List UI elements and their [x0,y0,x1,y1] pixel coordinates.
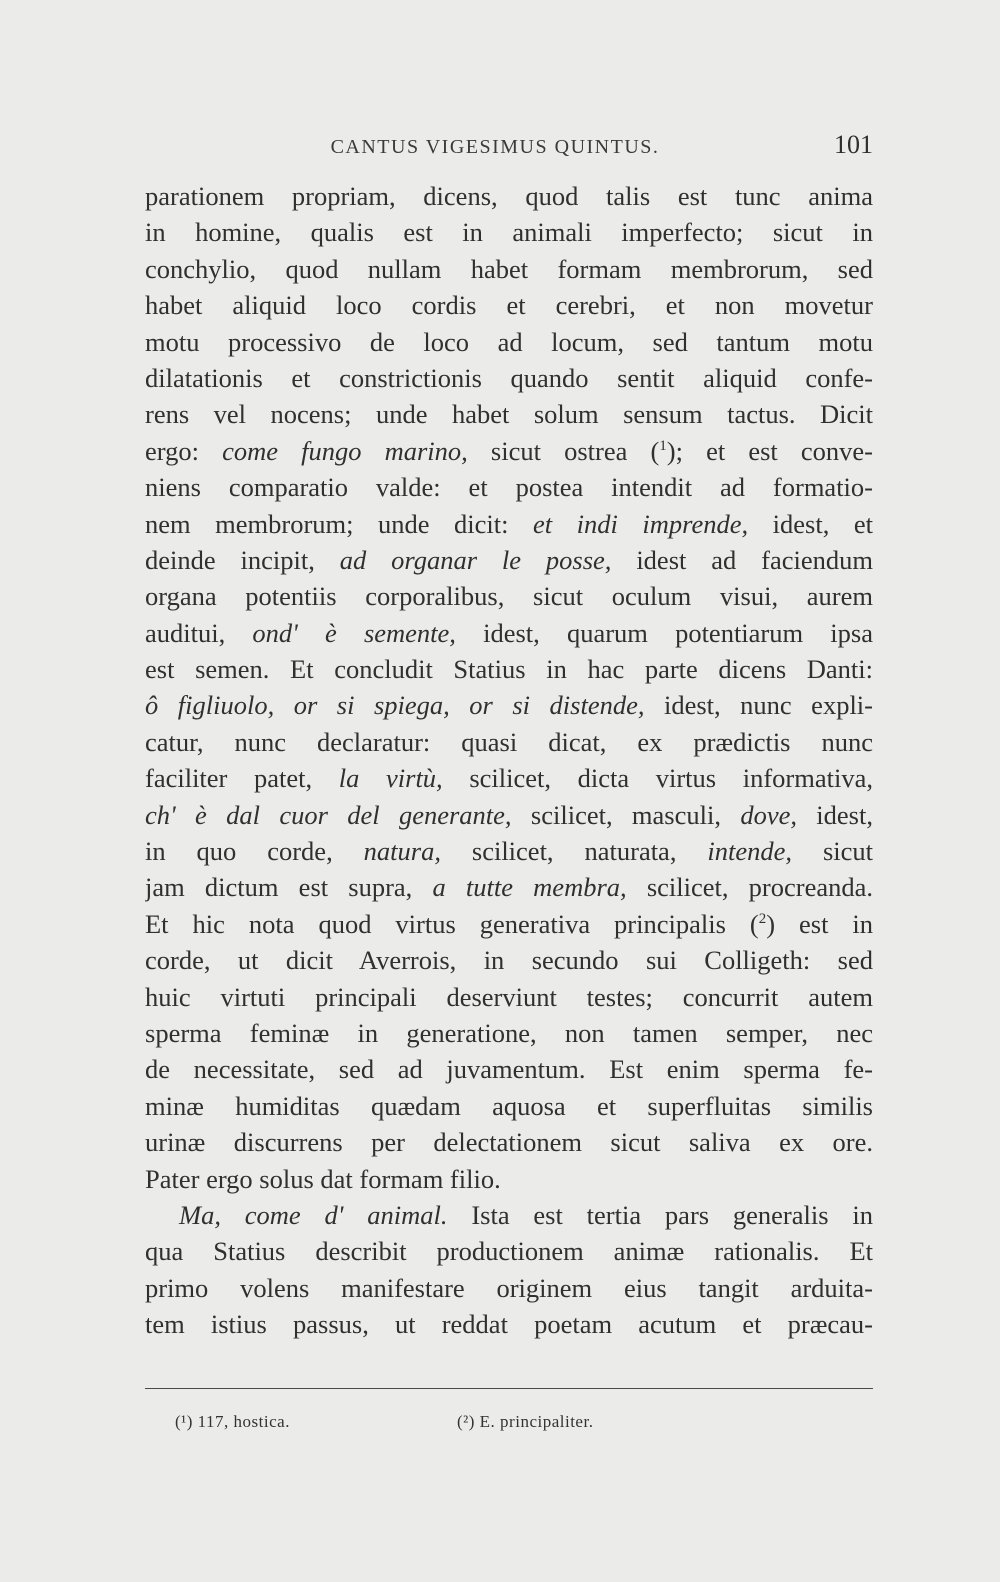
footnote-1: (¹) 117, hostica. [175,1412,290,1431]
text-run: motu processivo de loco ad locum, sed tantum motu [145,326,873,357]
text-line [145,1088,873,1124]
text-line [145,1124,873,1160]
text-line [145,469,873,505]
text-run: scilicet, masculi, [511,799,741,830]
text-run: Et hic nota quod virtus generativa principalis ( [145,908,759,939]
italic-quote: ad organar le posse, [339,544,612,575]
text-run: ) est in [766,908,873,939]
text-run: habet aliquid loco cordis et cerebri, et non movetur [145,290,873,321]
text-line [145,1051,873,1087]
text-line [145,760,873,796]
text-run: de necessitate, sed ad juvamentum. Est enim sperma fe- [145,1054,873,1085]
text-run: in homine, qualis est in animali imperfecto; sicut in [145,217,873,248]
text-line [145,578,873,614]
italic-quote: dove, [740,799,797,830]
text-line [145,324,873,360]
text-run: idest, quarum potentiarum ipsa [455,617,873,648]
running-title: CANTUS VIGESIMUS QUINTUS. [330,136,660,158]
text-run: minæ humiditas quædam aquosa et superfluitas similis [145,1090,873,1121]
text-line [145,396,873,432]
text-run: idest, nunc expli- [644,690,873,721]
text-run: conchylio, quod nullam habet formam membrorum, sed [145,253,873,284]
text-line [145,506,873,542]
text-line [145,615,873,651]
italic-quote: ond' è semente, [252,617,456,648]
text-run: primo volens manifestare originem eius tangit arduita- [145,1272,873,1303]
text-line [145,178,873,214]
text-line [145,724,873,760]
text-run: niens comparatio valde: et postea intendit ad formatio- [145,472,873,503]
italic-quote: Ma, come d' animal. [179,1199,448,1230]
text-line [145,1161,873,1197]
text-line [145,942,873,978]
text-run: idest, et [748,508,873,539]
text-run: est semen. Et concludit Statius in hac parte dicens Danti: [145,654,873,685]
text-run: auditui, [145,617,253,648]
text-run: corde, ut dicit Averrois, in secundo sui Colligeth: sed [145,945,873,976]
text-run: parationem propriam, dicens, quod talis est tunc anima [145,181,873,211]
text-run: ergo: [145,435,223,466]
text-line [145,1270,873,1306]
text-run: idest ad faciendum [611,544,873,575]
text-line [145,287,873,323]
italic-quote: natura, [363,836,441,867]
footnote-rule [145,1388,873,1389]
text-run: organa potentiis corporalibus, sicut oculum visui, aurem [145,581,873,612]
footnote-2: (²) E. principaliter. [457,1412,594,1431]
italic-quote: ô figliuolo, or si spiega, or si distende, [145,690,645,721]
text-line [145,869,873,905]
text-line [145,1015,873,1051]
text-line [145,906,873,942]
footnote-ref: 1 [659,437,667,454]
text-line [145,433,873,469]
text-run: rens vel nocens; unde habet solum sensum tactus. Dicit [145,399,873,430]
text-run: idest, [796,799,873,830]
italic-quote: la virtù, [338,763,443,794]
text-run: ); et est conve- [666,435,873,466]
text-line [145,1233,873,1269]
footnote-ref: 2 [758,910,767,927]
body-text [145,178,873,1343]
text-line [145,687,873,723]
italic-quote: ch' è dal cuor del generante, [145,799,512,830]
text-run: scilicet, naturata, [440,836,708,867]
text-line [145,833,873,869]
text-run: catur, nunc declaratur: quasi dicat, ex prædictis nunc [145,726,873,757]
text-run: deinde incipit, [145,544,340,575]
text-line [145,214,873,250]
italic-quote: intende, [707,836,793,867]
text-run: dilatationis et constrictionis quando sentit aliquid confe- [145,362,873,393]
text-run: urinæ discurrens per delectationem sicut saliva ex ore. [145,1127,873,1158]
text-run: in quo corde, [145,836,364,867]
text-line [145,979,873,1015]
text-run: huic virtuti principali deserviunt testes; concurrit autem [145,981,873,1012]
text-run: sperma feminæ in generatione, non tamen semper, nec [145,1017,873,1048]
text-run: nem membrorum; unde dicit: [145,508,534,539]
text-run: Pater ergo solus dat formam filio. [145,1163,501,1194]
text-run: sicut [792,836,873,867]
running-head [145,128,873,168]
text-line [145,1197,873,1233]
text-line [145,251,873,287]
text-run: sicut ostrea ( [467,435,660,466]
text-run: scilicet, dicta virtus informativa, [442,763,873,794]
text-line [145,360,873,396]
text-line [145,542,873,578]
italic-quote: come fungo marino, [222,435,468,466]
text-line [145,797,873,833]
text-run: faciliter patet, [145,763,339,794]
italic-quote: et indi imprende, [533,508,749,539]
text-line [145,1306,873,1342]
page-number: 101 [834,130,873,159]
text-run: scilicet, procreanda. [626,872,873,903]
italic-quote: a tutte membra, [432,872,627,903]
text-line [145,651,873,687]
text-run: Ista est tertia pars generalis in [447,1199,873,1230]
text-run: jam dictum est supra, [145,872,433,903]
text-run: qua Statius describit productionem animæ rationalis. Et [145,1236,873,1267]
text-run: tem istius passus, ut reddat poetam acutum et præcau- [145,1309,873,1340]
